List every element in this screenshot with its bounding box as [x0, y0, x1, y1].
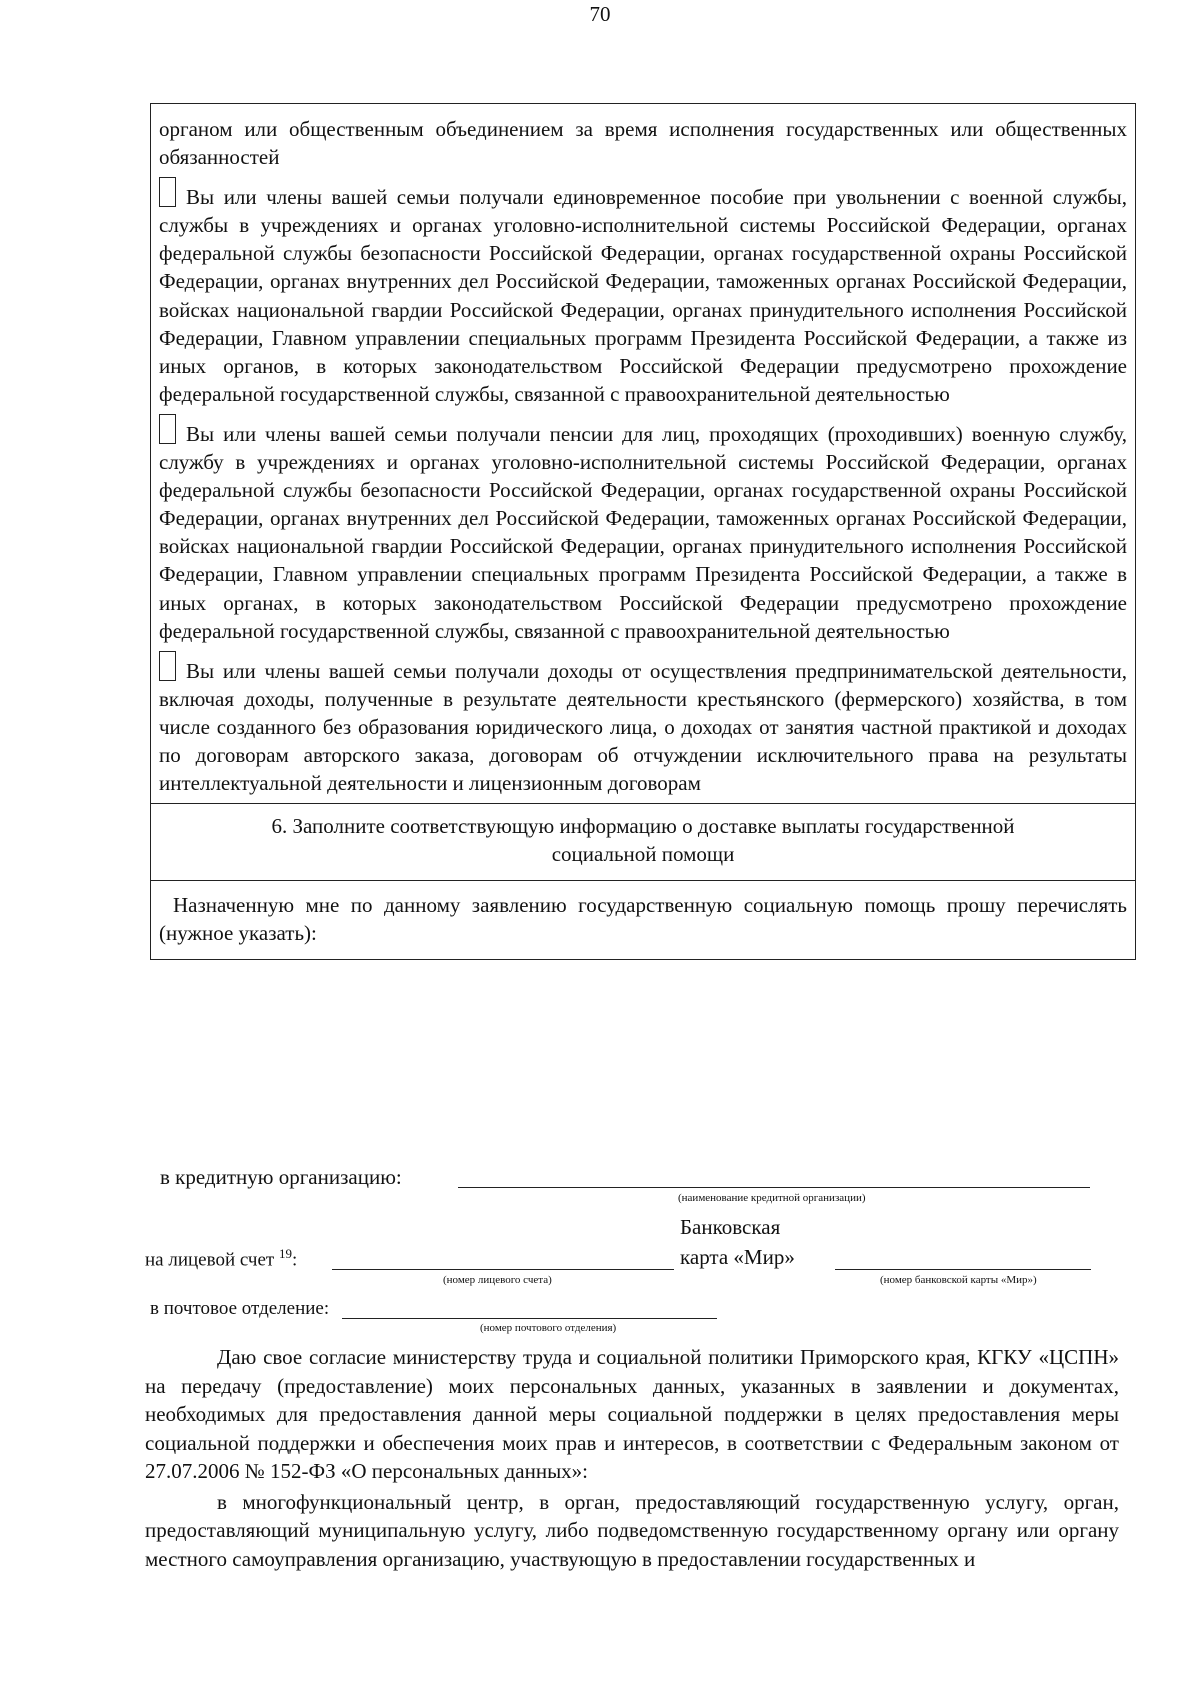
income-items-row: [151, 104, 1135, 804]
consent-block: [145, 1343, 1119, 1573]
credit-org-field[interactable]: [458, 1187, 1090, 1188]
pension-checkbox[interactable]: [159, 414, 176, 444]
business-income-text: Вы или члены вашей семьи получали доходы от осуществления предпринимательской деятельности, включая доходы, полученные в результате деятельности крестьянского (фермерского) хозяйства, в том числе созданного без образования юридического лица, о доходах от занятия частной практикой и доходах по договорам авторского заказа, договорам об отчуждении исключительного права на результаты интеллектуальной деятельности и лицензионным договорам: [159, 658, 1127, 796]
page-number: 70: [589, 2, 611, 26]
post-office-field[interactable]: [342, 1318, 717, 1319]
card-caption: (номер банковской карты «Мир»): [880, 1274, 1037, 1286]
credit-org-caption: (наименование кредитной организации): [678, 1192, 866, 1204]
application-form-table: [150, 103, 1136, 960]
income-item-pension: [159, 414, 1127, 645]
pension-text: Вы или члены вашей семьи получали пенсии для лиц, проходящих (проходивших) военную службу, службу в учреждениях и органах уголовно-исполнительной системы Российской Федерации, органах федеральной службы безопасности Российской Федерации, органах государственной охраны Российской Федерации, органах внутренних дел Российской Федерации, таможенных органах Российской Федерации, войсках национальной гвардии Российской Федерации, органах принудительного исполнения Российской Федерации, Главном управлении специальных программ Президента Российской Федерации, а также в иных органах, в которых законодательством Российской Федерации предусмотрено прохождение федеральной государственной службы, связанной с правоохранительной деятельностью: [159, 421, 1127, 643]
income-item-lump-sum: [159, 177, 1127, 408]
account-colon: :: [291, 1249, 298, 1271]
post-office-label: в почтовое отделение:: [150, 1298, 330, 1319]
account-label-group: [145, 1246, 297, 1271]
continued-text: органом или общественным объединением за время исполнения государственных или общественных обязанностей: [159, 117, 1127, 170]
business-income-checkbox[interactable]: [159, 651, 176, 681]
lump-sum-text: Вы или члены вашей семьи получали единовременное пособие при увольнении с военной службы, службы в учреждениях и органах уголовно-исполнительной системы Российской Федерации, органах федеральной службы безопасности Российской Федерации, органах государственной охраны Российской Федерации, органах внутренних дел Российской Федерации, таможенных органах Российской Федерации, войсках национальной гвардии Российской Федерации, органах принудительного исполнения Российской Федерации, Главном управлении специальных программ Президента Российской Федерации, а также из иных органов, в которых законодательством Российской Федерации предусмотрено прохождение федеральной государственной службы, связанной с правоохранительной деятельностью: [159, 185, 1127, 406]
mir-card-number-field[interactable]: [835, 1269, 1091, 1270]
income-item-business: [159, 651, 1127, 797]
section-6-title-line1: 6. Заполните соответствующую информацию о доставке выплаты государственной: [271, 814, 1015, 839]
post-office-caption: (номер почтового отделения): [480, 1322, 617, 1334]
lump-sum-checkbox[interactable]: [159, 177, 176, 207]
card-label-line1: Банковская: [680, 1215, 781, 1239]
consent-paragraph-1: Даю свое согласие министерству труда и социальной политики Приморского края, КГКУ «ЦСПН» на передачу (предоставление) моих персональных данных, указанных в заявлении и документах, необходимых для предоставления данной меры социальной поддержки в целях предоставления меры социальной поддержки и обеспечения моих прав и интересов, в соответствии с Федеральным законом от 27.07.2006 № 152-ФЗ «О персональных данных»:: [145, 1345, 1119, 1483]
consent-paragraph-2: в многофункциональный центр, в орган, предоставляющий государственную услугу, орган, предоставляющий муниципальную услугу, либо подведомственную государственному органу или органу местного самоуправления организацию, участвующую в предоставлении государственных и: [145, 1489, 1119, 1571]
section-6-request: Назначенную мне по данному заявлению государственную социальную помощь прошу перечислять (нужное указать):: [159, 893, 1127, 946]
account-label: на лицевой счет: [145, 1249, 275, 1271]
card-label-line2: карта «Мир»: [680, 1245, 795, 1269]
section-6-header: [151, 804, 1135, 881]
section-6-title-line2: социальной помощи: [551, 842, 735, 867]
account-footnote: 19: [278, 1246, 292, 1261]
account-caption: (номер лицевого счета): [443, 1274, 552, 1286]
section-6-request-row: [151, 881, 1135, 959]
credit-org-label: в кредитную организацию:: [160, 1165, 402, 1189]
account-number-field[interactable]: [332, 1269, 674, 1270]
